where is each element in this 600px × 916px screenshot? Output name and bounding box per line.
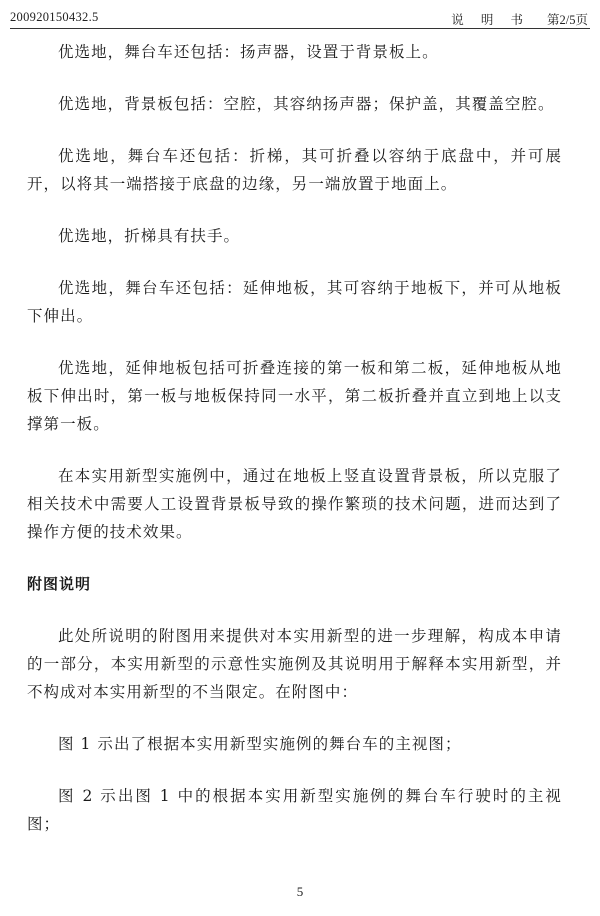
section-heading: 附图说明 xyxy=(27,575,92,593)
page-number: 5 xyxy=(296,884,304,899)
header-divider xyxy=(10,28,590,29)
paragraph: 优选地，舞台车还包括：扬声器，设置于背景板上。 xyxy=(58,43,439,61)
paragraph: 优选地，舞台车还包括：延伸地板，其可容纳于地板下，并可从地板下伸出。 xyxy=(27,279,562,325)
paragraph: 优选地，背景板包括：空腔，其容纳扬声器；保护盖，其覆盖空腔。 xyxy=(58,95,555,113)
document-number: 200920150432.5 xyxy=(10,10,99,24)
document-type: 说 明 书 xyxy=(451,13,530,27)
paragraph: 优选地，延伸地板包括可折叠连接的第一板和第二板，延伸地板从地板下伸出时，第一板与地板保持同一水平，第二板折叠并直立到地上以支撑第一板。 xyxy=(27,359,562,433)
paragraph: 在本实用新型实施例中，通过在地板上竖直设置背景板，所以克服了相关技术中需要人工设置背景板导致的操作繁琐的技术问题，进而达到了操作方便的技术效果。 xyxy=(27,467,562,541)
paragraph: 此处所说明的附图用来提供对本实用新型的进一步理解，构成本申请的一部分，本实用新型的示意性实施例及其说明用于解释本实用新型，并不构成对本实用新型的不当限定。在附图中： xyxy=(27,627,562,701)
page-info: 第2/5页 xyxy=(547,13,588,27)
figure-description: 图 2 示出图 1 中的根据本实用新型实施例的舞台车行驶时的主视图； xyxy=(27,787,562,833)
page-header xyxy=(10,8,588,28)
paragraph: 优选地，舞台车还包括：折梯，其可折叠以容纳于底盘中，并可展开，以将其一端搭接于底盘的边缘，另一端放置于地面上。 xyxy=(27,147,562,193)
figure-description: 图 1 示出了根据本实用新型实施例的舞台车的主视图； xyxy=(58,735,462,753)
document-body xyxy=(27,38,562,838)
paragraph: 优选地，折梯具有扶手。 xyxy=(58,227,241,245)
